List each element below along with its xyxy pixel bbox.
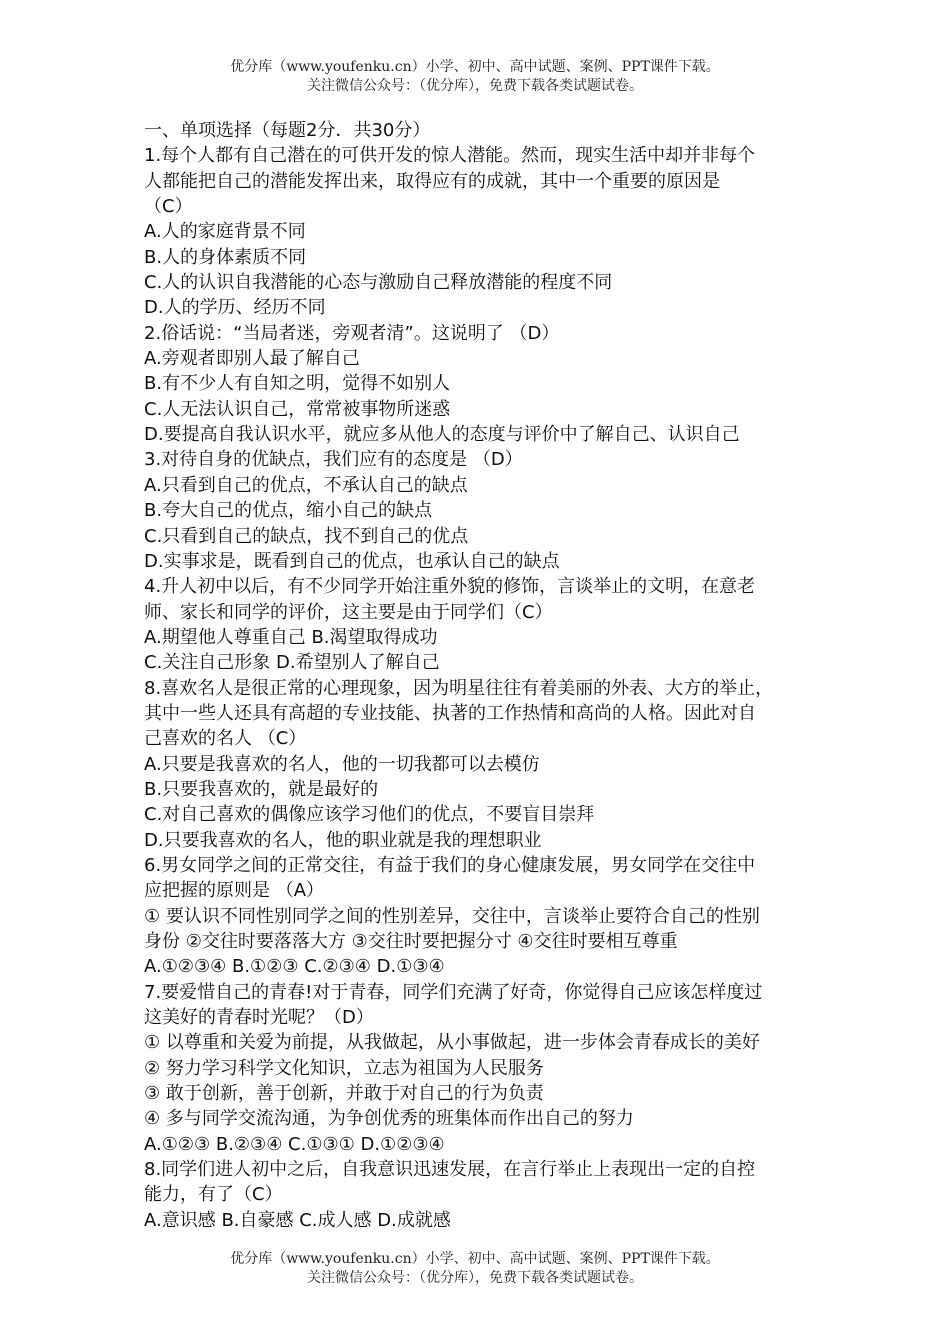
- text-line: B.夸大自己的优点，缩小自己的缺点: [144, 500, 433, 522]
- text-line: A.人的家庭背景不同: [144, 221, 306, 243]
- text-line: B.有不少人有自知之明，觉得不如别人: [144, 373, 451, 395]
- text-line: D.人的学历、经历不同: [144, 297, 326, 319]
- text-line: 人都能把自己的潜能发挥出来，取得应有的成就，其中一个重要的原因是: [144, 170, 720, 192]
- text-line: 4.升人初中以后，有不少同学开始注重外貌的修饰，言谈举止的文明，在意老: [144, 576, 756, 598]
- text-line: 应把握的原则是 （A）: [144, 880, 325, 902]
- text-line: 身份 ②交往时要落落大方 ③交往时要把握分寸 ④交往时要相互尊重: [144, 931, 678, 952]
- text-line: ① 要认识不同性别同学之间的性别差异，交往中，言谈举止要符合自己的性别: [144, 905, 760, 927]
- footer-line-1: 优分库（www.youfenku.cn）小学、初中、高中试题、案例、PPT课件下载。: [230, 1251, 720, 1267]
- page-header: [0, 58, 950, 96]
- text-line: 其中一些人还具有高超的专业技能、执著的工作热情和高尚的人格。因此对自: [144, 702, 756, 724]
- footer-line-2: 关注微信公众号：（优分库），免费下载各类试题试卷。: [307, 1270, 643, 1286]
- text-line: B.人的身体素质不同: [144, 246, 307, 268]
- text-line: A.只看到自己的优点，不承认自己的缺点: [144, 474, 468, 496]
- text-line: A.期望他人尊重自己 B.渴望取得成功: [144, 626, 438, 648]
- text-line: 7.要爱惜自己的青春!对于青春，同学们充满了好奇，你觉得自己应该怎样度过: [144, 981, 763, 1003]
- text-line: 6.男女同学之间的正常交往，有益于我们的身心健康发展，男女同学在交往中: [144, 854, 756, 876]
- text-line: 1.每个人都有自己潜在的可供开发的惊人潜能。然而，现实生活中却并非每个: [144, 145, 756, 167]
- text-line: 8.喜欢名人是很正常的心理现象，因为明星往往有着美丽的外表、大方的举止，: [144, 677, 774, 699]
- text-line: A.旁观者即别人最了解自己: [144, 348, 360, 370]
- text-line: A.意识感 B.自豪感 C.成人感 D.成就感: [144, 1209, 451, 1231]
- text-line: C.关注自己形象 D.希望别人了解自己: [144, 652, 440, 674]
- text-line: 己喜欢的名人 （C）: [144, 728, 307, 750]
- text-line: D.实事求是，既看到自己的优点，也承认自己的缺点: [144, 550, 560, 572]
- text-line: 3.对待自身的优缺点，我们应有的态度是 （D）: [144, 449, 523, 471]
- document-body: [144, 118, 824, 1233]
- text-line: D.只要我喜欢的名人，他的职业就是我的理想职业: [144, 829, 542, 851]
- text-line: 8.同学们进人初中之后，自我意识迅速发展，在言行举止上表现出一定的自控: [144, 1159, 756, 1181]
- text-line: C.人无法认识自己，常常被事物所迷惑: [144, 398, 451, 420]
- text-line: D.要提高自我认识水平，就应多从他人的态度与评价中了解自己、认识自己: [144, 424, 740, 446]
- text-line: C.对自己喜欢的偶像应该学习他们的优点，不要盲目崇拜: [144, 804, 595, 826]
- header-line-2: 关注微信公众号：（优分库），免费下载各类试题试卷。: [307, 78, 643, 94]
- header-line-1: 优分库（www.youfenku.cn）小学、初中、高中试题、案例、PPT课件下载。: [230, 59, 720, 75]
- text-line: ① 以尊重和关爱为前提，从我做起，从小事做起，进一步体会青春成长的美好: [144, 1032, 760, 1054]
- text-line: 师、家长和同学的评价，这主要是由于同学们（C）: [144, 601, 553, 623]
- text-line: B.只要我喜欢的，就是最好的: [144, 778, 379, 800]
- text-line: C.只看到自己的缺点，找不到自己的优点: [144, 525, 469, 547]
- text-line: 一、单项选择（每题2分．共30分）: [144, 120, 431, 141]
- text-line: ② 努力学习科学文化知识，立志为祖国为人民服务: [144, 1057, 544, 1079]
- text-line: ③ 敢于创新，善于创新，并敢于对自己的行为负责: [144, 1083, 544, 1105]
- text-line: 能力，有了（C）: [144, 1184, 283, 1206]
- text-line: ④ 多与同学交流沟通，为争创优秀的班集体而作出自己的努力: [144, 1108, 634, 1130]
- text-line: A.①②③ B.②③④ C.①③① D.①②③④: [144, 1133, 445, 1155]
- text-line: 2.俗话说：“当局者迷，旁观者清”。这说明了 （D）: [144, 322, 560, 344]
- text-line: A.只要是我喜欢的名人，他的一切我都可以去模仿: [144, 753, 540, 775]
- text-line: （C）: [144, 196, 193, 218]
- text-line: C.人的认识自我潜能的心态与激励自己释放潜能的程度不同: [144, 272, 613, 294]
- page-footer: [0, 1250, 950, 1288]
- text-line: A.①②③④ B.①②③ C.②③④ D.①③④: [144, 956, 445, 978]
- text-line: 这美好的青春时光呢？（D）: [144, 1007, 374, 1029]
